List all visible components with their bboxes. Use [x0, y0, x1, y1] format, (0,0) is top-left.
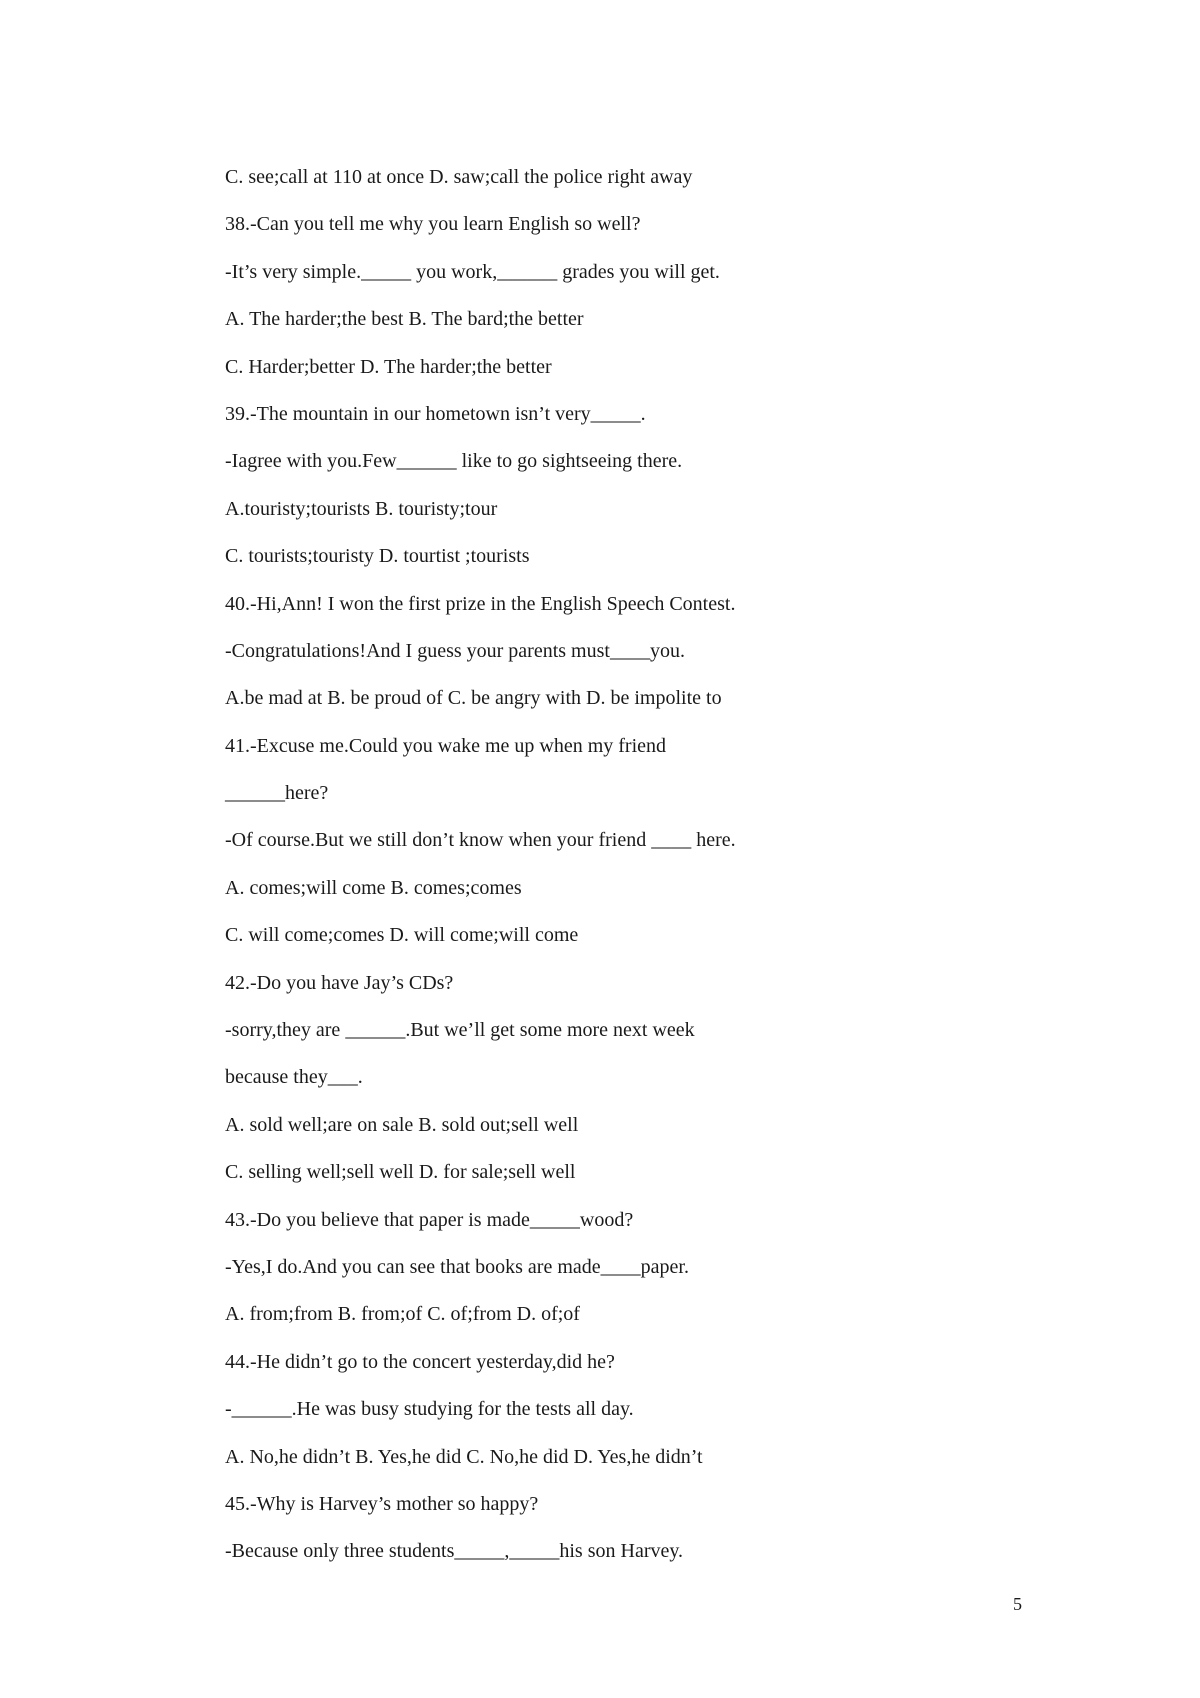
answer-options: A. from;from B. from;of C. of;from D. of;of	[225, 1303, 580, 1326]
question-41: 41.-Excuse me.Could you wake me up when my friend	[225, 734, 667, 757]
question-39: 39.-The mountain in our hometown isn’t very_____.	[225, 402, 646, 425]
text-line: ______here?	[225, 782, 329, 805]
question-43: 43.-Do you believe that paper is made_____wood?	[225, 1208, 634, 1231]
answer-options: C. will come;comes D. will come;will come	[225, 924, 579, 947]
text-line: -______.He was busy studying for the tests all day.	[225, 1398, 634, 1421]
text-line: -It’s very simple._____ you work,______ grades you will get.	[225, 260, 720, 283]
answer-options: A.touristy;tourists B. touristy;tour	[225, 497, 498, 520]
answer-options: A. comes;will come B. comes;comes	[225, 876, 522, 899]
page-number: 5	[1013, 1594, 1022, 1614]
answer-options: A.be mad at B. be proud of C. be angry with D. be impolite to	[225, 687, 722, 710]
question-45: 45.-Why is Harvey’s mother so happy?	[225, 1492, 539, 1515]
text-body	[225, 154, 1125, 1576]
text-line: -Because only three students_____,_____his son Harvey.	[225, 1540, 684, 1563]
text-line: -Of course.But we still don’t know when your friend ____ here.	[225, 829, 736, 852]
answer-options: C. Harder;better D. The harder;the better	[225, 355, 552, 378]
text-line: C. see;call at 110 at once D. saw;call the police right away	[225, 166, 693, 188]
text-line: -Congratulations!And I guess your parents must____you.	[225, 639, 685, 662]
question-40: 40.-Hi,Ann! I won the first prize in the English Speech Contest.	[225, 592, 736, 615]
question-42: 42.-Do you have Jay’s CDs?	[225, 971, 454, 994]
text-line: -Yes,I do.And you can see that books are made____paper.	[225, 1255, 689, 1278]
question-44: 44.-He didn’t go to the concert yesterday,did he?	[225, 1350, 615, 1373]
question-38: 38.-Can you tell me why you learn English so well?	[225, 213, 641, 236]
answer-options: A. The harder;the best B. The bard;the better	[225, 308, 584, 331]
answer-options: A. No,he didn’t B. Yes,he did C. No,he did D. Yes,he didn’t	[225, 1445, 703, 1468]
answer-options: C. selling well;sell well D. for sale;sell well	[225, 1161, 576, 1184]
text-line: -Iagree with you.Few______ like to go sightseeing there.	[225, 450, 683, 473]
text-line: -sorry,they are ______.But we’ll get some more next week	[225, 1019, 695, 1042]
answer-options: C. tourists;touristy D. tourtist ;tourists	[225, 545, 530, 568]
answer-options: A. sold well;are on sale B. sold out;sell well	[225, 1113, 579, 1136]
text-line: because they___.	[225, 1066, 363, 1089]
